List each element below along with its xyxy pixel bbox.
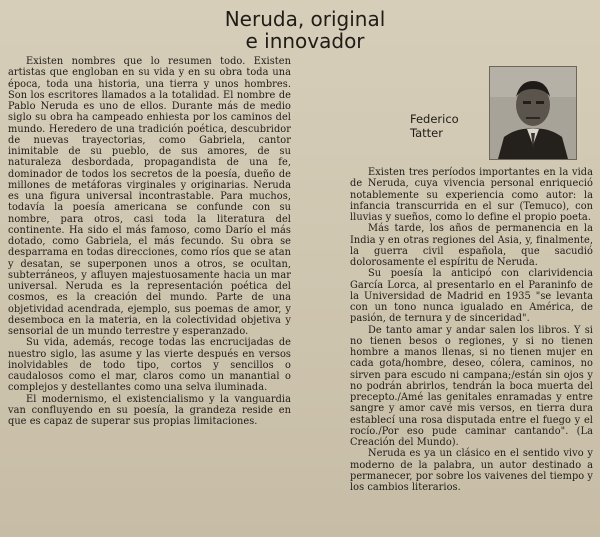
paragraph: De tanto amar y andar salen los libros. Y si no tienen besos o regiones, y si no tienen hombre a manos llenas, si no tienen mujer en cada gota/hombre, deseo, cólera, caminos, no sirven para escudo ni campana;/están sin ojos y no podrán abrirlos, tendrán la boca muerta del precepto./Amé las genitales enramadas y entre sangre y amor cavé mis versos, en tierra dura establecí una rosa disputada entre el fuego y el rocío./Por eso pude caminar cantando". (La Creación del Mundo). [350, 324, 593, 448]
paragraph: El modernismo, el existencialismo y la vanguardia van confluyendo en su poesía, la grandeza reside en que es capaz de superar sus propias limitaciones. [8, 393, 291, 427]
paragraph: Más tarde, los años de permanencia en la India y en otras regiones del Asia, y, finalmente, la guerra civil española, que sacudió dolorosamente el espíritu de Neruda. [350, 223, 593, 268]
paragraph: Existen nombres que lo resumen todo. Existen artistas que engloban en su vida y en su obra toda una época, toda una historia, una tierra y unos hombres. Son los escritores llamados a la totalidad. El nombre de Pablo Neruda es uno de ellos. Durante más de medio siglo su obra ha campeado enhiesta por los caminos del mundo. Heredero de una tradición poética, descubridor de nuevas trayectorias, como Gabriela, cantor inimitable de su pueblo, de sus amores, de su naturaleza desbordada, propagandista de una fe, dominador de todos los secretos de la poesía, dueño de millones de metáforas virginales y originarias. Neruda es una figura universal incontrastable. Para muchos, todavía la poesía americana se confunde con su nombre, para otros, casi toda la literatura del continente. Ha sido el más famoso, como Darío el más dotado, como Gabriela, el más fecundo. Su obra se desparrama en todas direcciones, como ríos que se atan y desatan, se superponen unos a otros, se ocultan, subterráneos, y afluyen majestuosamente hacia un mar universal. Neruda es la representación poética del cosmos, es la creación del mundo. Parte de una objetividad acendrada, ejemplo, sus poemas de amor, y desemboca en la materia, en la colectividad objetiva y sensorial de un mundo terrestre y esperanzado. [8, 56, 291, 337]
paragraph: Existen tres períodos importantes en la vida de Neruda, cuya vivencia personal enriqueció notablemente su experiencia como autor: la infancia transcurrida en el sur (Temuco), con lluvias y sueños, como lo define el propio poeta. [350, 167, 593, 223]
left-column [8, 56, 291, 427]
headline-line-1: Neruda, original [224, 7, 386, 31]
paragraph: Su poesía la anticipó con clarividencia García Lorca, al presentarlo en el Paraninfo de la Universidad de Madrid en 1935 "se levanta con un tono nunca igualado en América, de pasión, de ternura y de sinceridad". [350, 268, 593, 325]
paragraph: Neruda es ya un clásico en el sentido vivo y moderno de la palabra, un autor destinado a permanecer, por sobre los vaivenes del tiempo y los cambios literarios. [350, 448, 593, 493]
paragraph: Su vida, además, recoge todas las encrucijadas de nuestro siglo, las asume y las vierte después en versos inolvidables de todo tipo, cortos y sencillos o caudalosos como el mar, claros como un manantial o complejos y destellantes como una selva iluminada. [8, 337, 291, 394]
author-photo [489, 66, 577, 160]
right-column [350, 167, 593, 493]
portrait-image [490, 67, 576, 159]
headline-line-2: e innovador [245, 29, 365, 53]
author-byline [400, 112, 490, 140]
article-headline [205, 8, 405, 52]
author-last-name: Tatter [410, 126, 443, 140]
author-first-name: Federico [410, 112, 459, 126]
